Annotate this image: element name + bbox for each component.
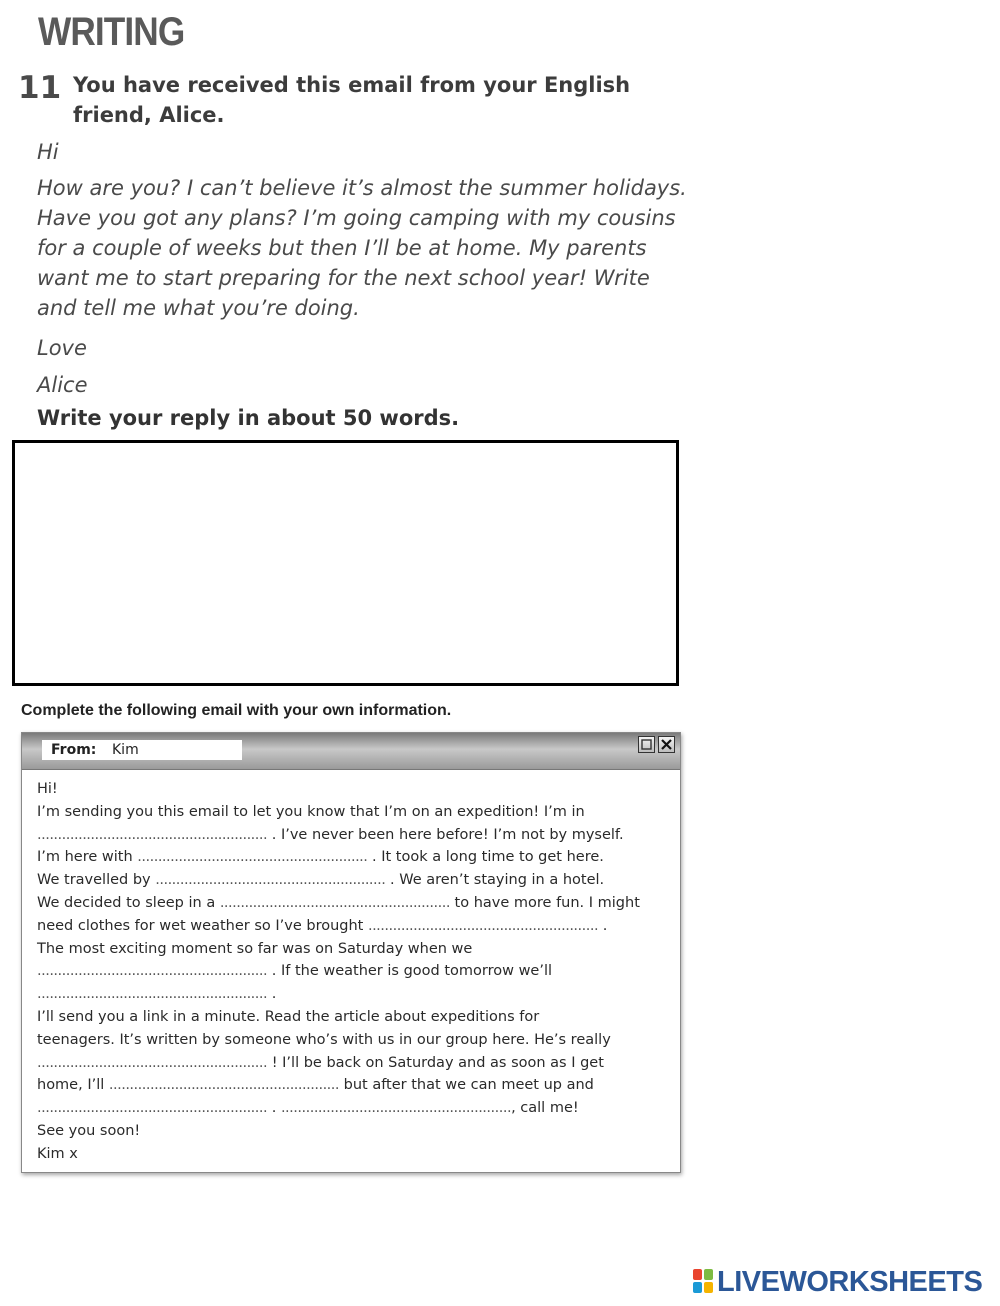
blank-field[interactable]: ........................................................ <box>37 826 268 843</box>
alice-greeting: Hi <box>37 140 59 164</box>
logo-text: LIVEWORKSHEETS <box>717 1265 983 1298</box>
blank-field[interactable]: ........................................................ <box>37 963 268 980</box>
liveworksheets-logo <box>693 1264 982 1300</box>
close-icon[interactable] <box>658 736 675 753</box>
email-line: need clothes for wet weather so I’ve brought ........................................................ . <box>37 917 608 934</box>
blank-field[interactable]: ........................................................ <box>37 1100 268 1117</box>
email-titlebar <box>22 733 680 770</box>
blank-field[interactable]: ........................................................ <box>37 1054 268 1071</box>
email-line: ........................................................ . <box>37 986 277 1003</box>
kim-email-body <box>37 778 667 1166</box>
alice-signature: Alice <box>37 373 88 397</box>
blank-field[interactable]: ........................................................ <box>367 917 599 934</box>
blank-field[interactable]: ........................................................ <box>219 894 450 911</box>
blank-field[interactable]: ........................................................ <box>155 872 386 889</box>
email-line: Kim x <box>37 1145 78 1162</box>
email-line: Hi! <box>37 781 58 797</box>
blank-field[interactable]: ........................................................ <box>137 849 368 866</box>
kim-email-window <box>21 732 681 1173</box>
email-line: I’m sending you this email to let you know that I’m on an expedition! I’m in <box>37 803 585 820</box>
blank-field[interactable]: ........................................................ <box>108 1077 340 1094</box>
email-line: See you soon! <box>37 1122 141 1139</box>
email-line: I’ll send you a link in a minute. Read the article about expeditions for <box>37 1008 540 1025</box>
from-field <box>42 740 242 760</box>
from-label: From: <box>51 742 97 758</box>
email-line: ........................................................ . If the weather is good tomorrow we’ll <box>37 963 553 980</box>
blank-field[interactable]: ........................................................ <box>37 986 268 1003</box>
question-text: You have received this email from your English friend, Alice. <box>73 73 631 127</box>
reply-answer-box[interactable] <box>12 440 679 686</box>
question-number: 11 <box>18 70 62 106</box>
alice-email-body: How are you? I can’t believe it’s almost the summer holidays. Have you got any plans? I’m going camping with my cousins for a couple of weeks but then I’ll be at home. My parents want me to start preparing for the next school year! Write and tell me what you’re doing. <box>37 176 687 320</box>
maximize-icon[interactable] <box>638 736 655 753</box>
email-line: I’m here with ........................................................ . It took a long time to get here. <box>37 849 604 866</box>
blank-field[interactable]: ........................................................ <box>280 1100 512 1117</box>
email-line: The most exciting moment so far was on Saturday when we <box>37 940 473 957</box>
complete-instruction: Complete the following email with your own information. <box>21 702 452 719</box>
email-line: ........................................................ . ........................................................, call me! <box>37 1100 579 1117</box>
email-line: We decided to sleep in a ........................................................ to have more fun. I might <box>37 894 640 911</box>
email-line: teenagers. It’s written by someone who’s with us in our group here. He’s really <box>37 1031 611 1048</box>
section-title: WRITING <box>38 10 185 54</box>
writing-instruction: Write your reply in about 50 words. <box>37 406 460 430</box>
email-line: ........................................................ ! I’ll be back on Saturday and as soon as I get <box>37 1054 604 1071</box>
email-line: We travelled by ........................................................ . We aren’t staying in a hotel. <box>37 872 605 889</box>
from-value: Kim <box>112 742 139 758</box>
email-line: home, I’ll ........................................................ but after that we can meet up and <box>37 1077 594 1094</box>
email-line: ........................................................ . I’ve never been here before! I’m not by myself. <box>37 826 624 843</box>
logo-icon <box>693 1269 715 1295</box>
alice-closing: Love <box>37 336 87 360</box>
